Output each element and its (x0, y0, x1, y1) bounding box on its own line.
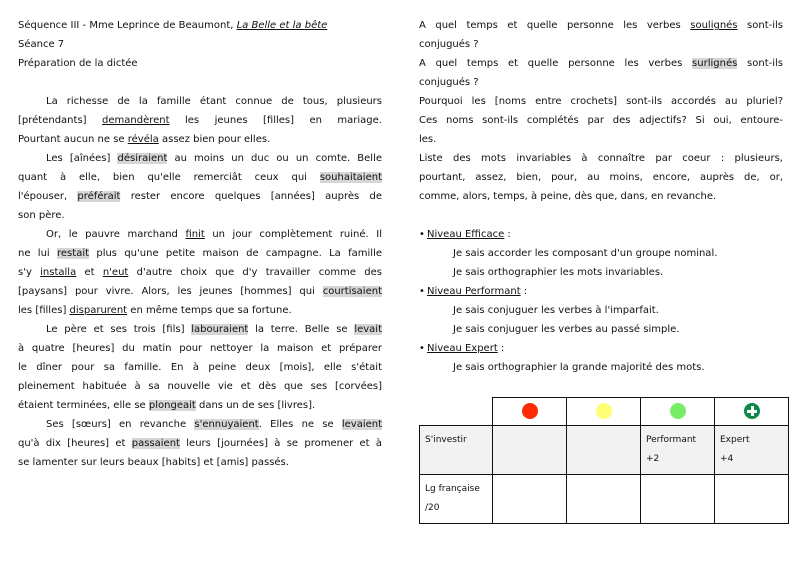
dictation-line (18, 415, 382, 434)
level-title: Niveau Expert (427, 343, 498, 354)
bullet-icon: • (419, 343, 425, 354)
highlighted-verb: courtisaient (322, 286, 382, 297)
text-segment: et (76, 267, 103, 278)
underlined-verb: disparurent (69, 305, 128, 316)
dictation-paragraph (18, 415, 382, 472)
dictation-paragraph (18, 92, 382, 149)
dictation-line (18, 434, 382, 453)
level-heading (419, 339, 783, 358)
grid-cell-performant (641, 426, 715, 475)
grid-cell (493, 426, 567, 475)
text-segment: les jeunes [filles] en mariage. (169, 115, 382, 126)
level-colon: : (497, 343, 505, 354)
underlined-verb: demandèrent (102, 115, 170, 126)
level-skill: Je sais orthographier les mots invariables. (453, 267, 664, 278)
level-colon: : (504, 229, 511, 240)
q2-suffix: sont-ils (737, 58, 783, 69)
question-plural (419, 92, 783, 111)
grid-header-plus (715, 398, 789, 426)
dictation-line (18, 339, 382, 358)
level-colon: : (520, 286, 528, 297)
evaluation-grid (419, 397, 789, 524)
text-segment: quant à elle, bien qu'elle remerciât ceux qui (18, 172, 320, 183)
dictation-paragraph (18, 149, 382, 225)
dictation-line (18, 206, 382, 225)
text-segment: Le père et ses trois [fils] (46, 324, 192, 335)
level-title: Niveau Performant (427, 286, 521, 297)
dictation-line (18, 396, 382, 415)
dictation-line (18, 244, 382, 263)
book-title: La Belle et la bête (236, 20, 328, 31)
dictation-line (18, 358, 382, 377)
text-segment: s'y (18, 267, 41, 278)
level-title: Niveau Efficace (427, 229, 505, 240)
plus-circle-icon (744, 403, 760, 419)
grid-row-label: S'investir (420, 426, 493, 475)
dictation-paragraph (18, 225, 382, 320)
level-heading (419, 225, 783, 244)
text-segment: [paysans] pour vivre. Alors, les jeunes [hommes] qui (18, 286, 323, 297)
text-segment: un jour complètement ruiné. Il (204, 229, 382, 240)
level-skill: Je sais conjuguer les verbes au passé simple. (453, 324, 680, 335)
highlighted-verb: désiraient (117, 153, 168, 164)
dictation-line (18, 168, 382, 187)
q2-keyword: surlignés (692, 58, 738, 69)
row-label-line1: Lg française (425, 484, 480, 494)
q1-suffix: sont-ils (737, 20, 783, 31)
dictation-line (18, 149, 382, 168)
highlighted-verb: s'ennuyaient (194, 419, 259, 430)
underlined-verb: finit (185, 229, 205, 240)
q2-line2: conjugués ? (419, 77, 479, 88)
text-segment: son père. (18, 210, 65, 221)
dictation-line (18, 282, 382, 301)
underlined-verb: révéla (127, 134, 159, 145)
skill-levels (419, 225, 783, 377)
grid-cell (493, 475, 567, 524)
dictation-line (18, 187, 382, 206)
text-segment: Les [aînées] (46, 153, 118, 164)
level-skill: Je sais orthographier la grande majorité des mots. (453, 362, 705, 373)
dictation-line (18, 225, 382, 244)
dictation-line (18, 301, 382, 320)
text-segment: Pourtant aucun ne se (18, 134, 128, 145)
list-line1: Liste des mots invariables à connaître par coeur : plusieurs, (419, 153, 783, 164)
highlighted-verb: labouraient (191, 324, 249, 335)
dictation-paragraph (18, 320, 382, 415)
bullet-icon: • (419, 286, 425, 297)
cell-points: +4 (720, 454, 734, 464)
text-segment: plus qu'une petite maison de campagne. La famille (89, 248, 382, 259)
text-segment: les [filles] (18, 305, 70, 316)
q1-line2: conjugués ? (419, 39, 479, 50)
sequence-title (18, 16, 382, 35)
highlighted-verb: plongeait (148, 400, 196, 411)
cell-points: +2 (646, 454, 660, 464)
q3-text: Pourquoi les [noms entre crochets] sont-ils accordés au pluriel? (419, 96, 783, 107)
grid-row-langue (420, 475, 789, 524)
dictation-line (18, 111, 382, 130)
grid-corner-cell (420, 398, 493, 426)
highlighted-verb: restait (57, 248, 90, 259)
subtitle: Préparation de la dictée (18, 58, 138, 69)
text-segment: pleinement habituée à sa nouvelle vie et dès que ses [corvées] (18, 381, 382, 392)
grid-cell-expert (715, 426, 789, 475)
grid-cell (567, 426, 641, 475)
invariable-words-list (419, 149, 783, 206)
text-segment: se lamenter sur leurs beaux [habits] et [amis] passés. (18, 457, 289, 468)
dictation-line (18, 263, 382, 282)
grid-row-label (420, 475, 493, 524)
question-underlined (419, 16, 783, 54)
level-skill: Je sais accorder les composant d'un groupe nominal. (453, 248, 718, 259)
grid-cell (641, 475, 715, 524)
dictation-line (18, 453, 382, 472)
q1-text: A quel temps et quelle personne les verbes (419, 20, 691, 31)
text-segment: assez bien pour elles. (158, 134, 271, 145)
text-segment: ne lui (18, 248, 58, 259)
highlighted-verb: souhaitaient (319, 172, 382, 183)
bullet-icon: • (419, 229, 425, 240)
grid-header-red (493, 398, 567, 426)
seance-label: Séance 7 (18, 39, 65, 50)
q4-line1: Ces noms sont-ils complétés par des adjectifs? Si oui, entoure- (419, 115, 783, 126)
text-segment: en même temps que sa fortune. (127, 305, 292, 316)
cell-label: Expert (720, 435, 750, 445)
question-highlighted (419, 54, 783, 92)
green-circle-icon (670, 403, 686, 419)
text-segment: rester encore quelques [années] auprès de (120, 191, 382, 202)
q2-text: A quel temps et quelle personne les verbes (419, 58, 693, 69)
text-segment: la terre. Belle se (248, 324, 355, 335)
dictation-line (18, 377, 382, 396)
grid-header-row (420, 398, 789, 426)
row-label-score: /20 (425, 503, 440, 513)
list-line2: pourtant, assez, bien, pour, au moins, encore, auprès de, or, (419, 172, 783, 183)
text-segment: d'autre choix que d'y travailler comme des (128, 267, 382, 278)
underlined-verb: n'eut (102, 267, 129, 278)
grid-header-yellow (567, 398, 641, 426)
text-segment: leurs [journées] à se promener et à (179, 438, 382, 449)
question-adjectives (419, 111, 783, 149)
q1-keyword: soulignés (690, 20, 738, 31)
grid-header-green (641, 398, 715, 426)
cell-label: Performant (646, 435, 697, 445)
grid-cell (715, 475, 789, 524)
red-circle-icon (522, 403, 538, 419)
text-segment: La richesse de la famille étant connue de tous, plusieurs (46, 96, 382, 107)
text-segment: l'épouser, (18, 191, 78, 202)
text-segment: qu'à dix [heures] et (18, 438, 132, 449)
highlighted-verb: préférait (77, 191, 121, 202)
text-segment: . Elles ne se (258, 419, 342, 430)
sequence-title-text: Séquence III - Mme Leprince de Beaumont, (18, 20, 237, 31)
text-segment: étaient terminées, elle se (18, 400, 149, 411)
dictation-line (18, 130, 382, 149)
questions-column (419, 16, 783, 377)
text-segment: à quatre [heures] du matin pour nettoyer la maison et préparer (18, 343, 382, 354)
dictation-line (18, 320, 382, 339)
dictation-column (18, 16, 382, 472)
q4-line2: les. (419, 134, 437, 145)
text-segment: Or, le pauvre marchand (46, 229, 186, 240)
level-skill: Je sais conjuguer les verbes à l'imparfait. (453, 305, 659, 316)
highlighted-verb: levaient (341, 419, 383, 430)
grid-cell (567, 475, 641, 524)
text-segment: Ses [sœurs] en revanche (46, 419, 195, 430)
dictation-text (18, 92, 382, 472)
level-heading (419, 282, 783, 301)
yellow-circle-icon (596, 403, 612, 419)
dictation-line (18, 92, 382, 111)
text-segment: le dîner pour sa famille. En à peine deux [mois], elle s'était (18, 362, 382, 373)
underlined-verb: installa (40, 267, 77, 278)
grid-row-investir (420, 426, 789, 475)
highlighted-verb: passaient (131, 438, 180, 449)
text-segment: dans un de ses [livres]. (195, 400, 316, 411)
list-line3: comme, alors, temps, à peine, dès que, dans, en revanche. (419, 191, 717, 202)
text-segment: au moins un duc ou un comte. Belle (167, 153, 382, 164)
text-segment: [prétendants] (18, 115, 103, 126)
highlighted-verb: levait (354, 324, 382, 335)
